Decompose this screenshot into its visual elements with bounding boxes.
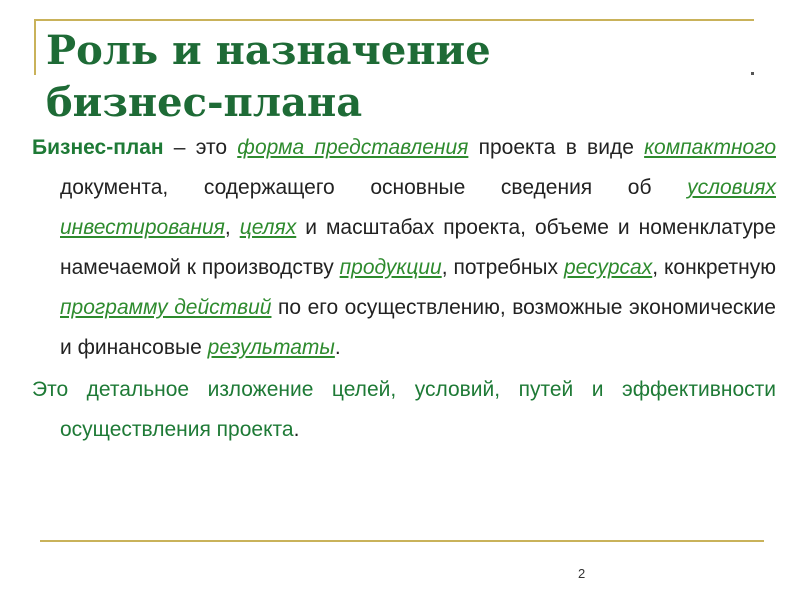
- frame-line-left: [34, 19, 36, 75]
- text-segment: документа, содержащего основные сведения об: [60, 176, 688, 199]
- detail-paragraph: [32, 370, 776, 450]
- slide-body: [32, 128, 776, 450]
- text-segment: , потребных: [441, 256, 564, 279]
- slide-title: [46, 25, 746, 129]
- link-products[interactable]: продукции: [339, 256, 442, 279]
- definition-paragraph: [32, 128, 776, 368]
- link-investment-conditions[interactable]: условиях инвестирования: [60, 176, 776, 239]
- title-line-2: бизнес-плана: [46, 79, 363, 126]
- detail-text: Это детальное изложение целей, условий, путей и эффективности осуществления проекта: [32, 378, 776, 441]
- frame-line-top: [34, 19, 754, 21]
- detail-end: .: [293, 418, 300, 441]
- link-action-program[interactable]: программу действий: [60, 296, 272, 319]
- title-line-1: Роль и назначение: [46, 27, 491, 74]
- text-segment: .: [334, 336, 341, 359]
- text-segment: проекта в виде: [468, 136, 645, 159]
- text-segment: по его осуществлению, возможные экономические и финансовые: [60, 296, 776, 359]
- text-segment: – это: [163, 136, 238, 159]
- link-results[interactable]: результаты: [207, 336, 335, 359]
- link-compact[interactable]: компактного: [644, 136, 776, 159]
- term-business-plan: Бизнес-план: [32, 136, 164, 159]
- link-presentation-form[interactable]: форма представления: [237, 136, 469, 159]
- text-segment: , конкретную: [652, 256, 777, 279]
- text-segment: и масштабах проекта, объеме и номенклатуре намечаемой к производству: [60, 216, 776, 279]
- text-segment: ,: [224, 216, 240, 239]
- link-resources[interactable]: ресурсах: [563, 256, 653, 279]
- link-goals[interactable]: целях: [239, 216, 297, 239]
- frame-line-bottom: [40, 540, 764, 542]
- corner-dot: [751, 72, 754, 75]
- page-number: 2: [578, 566, 586, 581]
